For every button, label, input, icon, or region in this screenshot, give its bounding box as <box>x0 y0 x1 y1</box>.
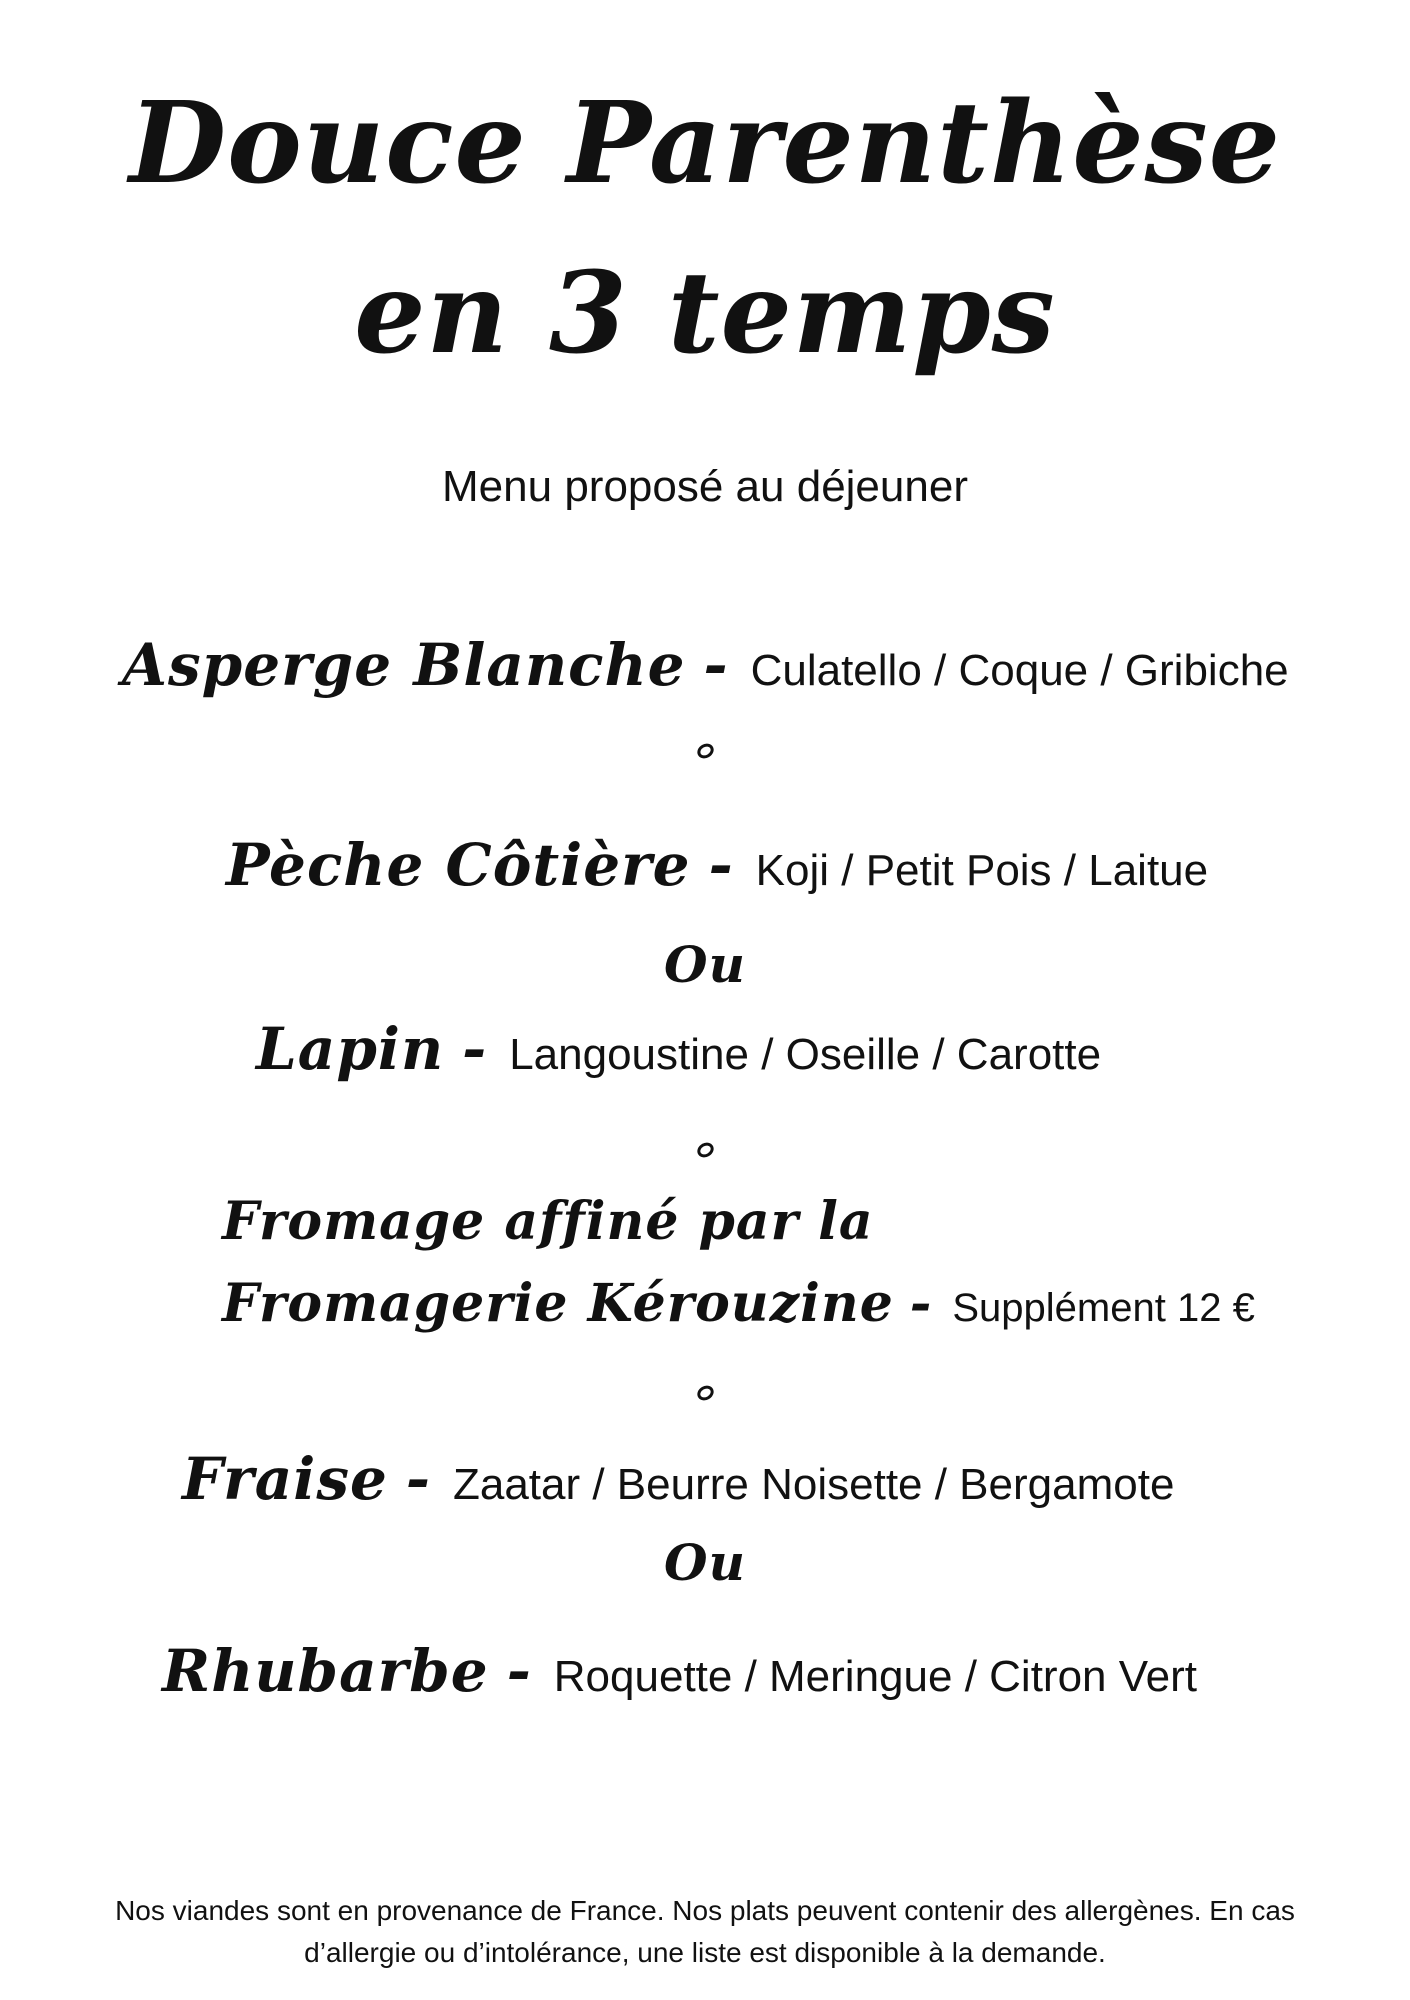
course-cheese-dish-line1: Fromage affiné par la <box>222 1191 874 1252</box>
course-or-2 <box>0 1533 1410 1592</box>
course-dessert-1-desc: Zaatar / Beurre Noisette / Bergamote <box>452 1460 1175 1509</box>
course-entree <box>122 631 1289 699</box>
course-main-2-desc: Langoustine / Oseille / Carotte <box>509 1030 1102 1079</box>
menu-subtitle: Menu proposé au déjeuner <box>442 462 968 511</box>
course-dessert-2-desc: Roquette / Meringue / Citron Vert <box>553 1652 1198 1701</box>
course-cheese-line2 <box>222 1273 1255 1334</box>
course-dessert-2 <box>162 1637 1198 1705</box>
course-dessert-1 <box>182 1445 1175 1513</box>
course-main-2-dash: - <box>462 1015 488 1083</box>
separator-dot <box>694 741 716 762</box>
allergen-notice <box>60 1890 1350 1974</box>
separator-dot <box>694 1140 716 1161</box>
course-dessert-1-dish: Fraise <box>182 1445 388 1513</box>
course-separator-3 <box>0 1386 1410 1404</box>
course-entree-dash: - <box>703 631 729 699</box>
course-dessert-2-dish: Rhubarbe <box>162 1637 489 1705</box>
menu-title-line2: en 3 temps <box>354 248 1056 379</box>
course-or-1 <box>0 935 1410 994</box>
course-cheese-desc: Supplément 12 € <box>952 1286 1255 1330</box>
or-label: Ou <box>664 1533 746 1592</box>
course-cheese-line1 <box>222 1191 874 1252</box>
menu-title-line1: Douce Parenthèse <box>129 78 1281 209</box>
or-label: Ou <box>664 935 746 994</box>
course-separator-2 <box>0 1143 1410 1161</box>
separator-dot <box>694 1383 716 1404</box>
allergen-notice-line1: Nos viandes sont en provenance de France. Nos plats peuvent contenir des allergènes. En cas <box>115 1895 1295 1926</box>
course-dessert-1-dash: - <box>405 1445 431 1513</box>
course-main-1 <box>226 831 1209 899</box>
course-entree-dish: Asperge Blanche <box>122 631 686 699</box>
course-entree-desc: Culatello / Coque / Gribiche <box>750 646 1289 695</box>
course-main-1-dish: Pèche Côtière <box>226 831 691 899</box>
course-cheese-dash: - <box>909 1273 933 1334</box>
course-cheese-dish-line2: Fromagerie Kérouzine <box>222 1273 894 1334</box>
course-main-1-dash: - <box>708 831 734 899</box>
course-main-2 <box>256 1015 1102 1083</box>
course-main-2-dish: Lapin <box>256 1015 445 1083</box>
course-dessert-2-dash: - <box>506 1637 532 1705</box>
course-separator-1 <box>0 744 1410 762</box>
allergen-notice-line2: d’allergie ou d’intolérance, une liste est disponible à la demande. <box>304 1937 1106 1968</box>
course-main-1-desc: Koji / Petit Pois / Laitue <box>755 846 1209 895</box>
